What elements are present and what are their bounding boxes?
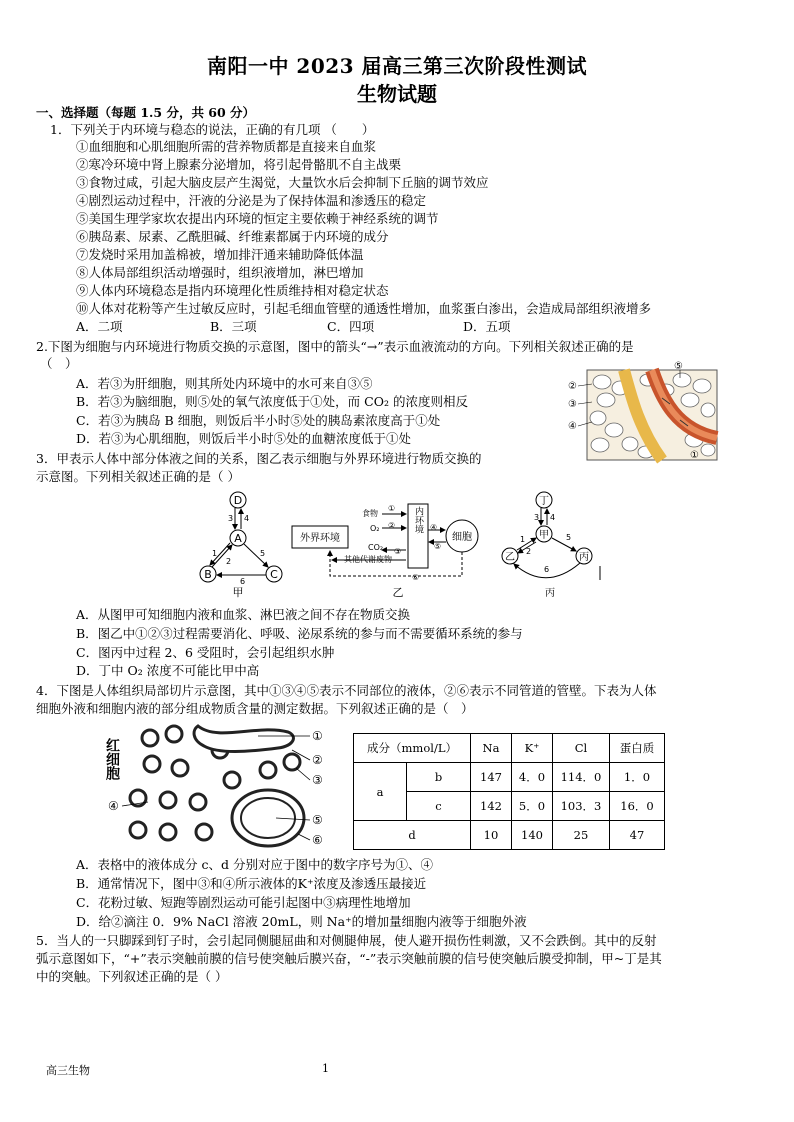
q3-stem-cont: 示意图。下列相关叙述正确的是（ ） — [36, 469, 240, 484]
q2-fig-label: ④ — [568, 421, 577, 432]
q3-jia-num: 4 — [244, 514, 250, 523]
q1-option-d: D．五项 — [463, 319, 511, 334]
q2-fig-label: ② — [568, 381, 577, 392]
q3-figure-yi — [290, 496, 490, 600]
table-cell: 16．0 — [610, 792, 665, 821]
table-row — [354, 821, 665, 850]
q4-fig-num: ③ — [312, 773, 323, 787]
q3-jia-num: 1 — [212, 549, 218, 558]
q2-stem: 2.下图为细胞与内环境进行物质交换的示意图，图中的箭头“→”表示血液流动的方向。下列相关叙述正确的是 — [36, 339, 634, 354]
q4-fig-num: ② — [312, 753, 323, 767]
q4-option-b: B．通常情况下，图中③和④所示液体的K⁺浓度及渗透压最接近 — [76, 876, 427, 891]
q5-stem-cont: 弧示意图如下，“+”表示突触前膜的信号使突触后膜兴奋，“-”表示突触前膜的信号使突触后膜受抑制，甲~丁是其 — [36, 951, 662, 966]
table-cell: 140 — [512, 821, 553, 850]
table-cell: c — [407, 792, 471, 821]
q3-jia-node: B — [204, 568, 212, 581]
q1-item: ⑥胰岛素、尿素、乙酰胆碱、纤维素都属于内环境的成分 — [76, 229, 389, 244]
q4-stem: 4．下图是人体组织局部切片示意图，其中①③④⑤表示不同部位的液体，②⑥表示不同管道的管壁。下表为人体 — [36, 683, 657, 698]
q4-fig-num: ⑥ — [312, 833, 323, 847]
q3-yi-num: ① — [388, 504, 396, 513]
q2-stem-tail: （ ） — [40, 356, 78, 371]
q4-option-c: C．花粉过敏、短跑等剧烈运动可能引起图中③病理性地增加 — [76, 895, 411, 910]
table-cell: 25 — [553, 821, 610, 850]
q3-bing-node: 丙 — [579, 552, 589, 563]
q2-option-a: A．若③为肝细胞，则其所处内环境中的水可来自③⑤ — [76, 376, 373, 391]
q2-tissue-figure — [562, 360, 722, 464]
q3-bing-num: 2 — [526, 547, 532, 556]
q3-jia-num: 6 — [240, 577, 246, 586]
table-cell: 蛋白质 — [610, 734, 665, 763]
page-number: 1 — [322, 1062, 329, 1075]
q1-stem: 1．下列关于内环境与稳态的说法，正确的有几项 （ ） — [50, 122, 375, 137]
q3-option-a: A．从图甲可知细胞内液和血浆、淋巴液之间不存在物质交换 — [76, 607, 411, 622]
q1-item: ②寒冷环境中肾上腺素分泌增加，将引起骨骼肌不自主战栗 — [76, 157, 402, 172]
q1-item: ⑤美国生理学家坎农提出内环境的恒定主要依赖于神经系统的调节 — [76, 211, 439, 226]
exam-subtitle: 生物试题 — [357, 82, 437, 106]
q1-item: ⑨人体内环境稳态是指内环境理化性质维持相对稳定状态 — [76, 283, 389, 298]
exam-title: 南阳一中 2023 届高三第三次阶段性测试 — [206, 54, 588, 78]
table-cell: Na — [471, 734, 512, 763]
q3-bing-num: 5 — [566, 533, 572, 542]
q2-fig-label: ① — [690, 450, 699, 461]
q1-item: ③食物过咸，引起大脑皮层产生渴觉，大量饮水后会抑制下丘脑的调节效应 — [76, 175, 489, 190]
q3-figure-jia — [190, 488, 290, 600]
table-cell: 147 — [471, 763, 512, 792]
q1-item: ④剧烈运动过程中，汗液的分泌是为了保持体温和渗透压的稳定 — [76, 193, 427, 208]
q4-rbc-label: 红细胞 — [104, 738, 120, 780]
table-cell: 10 — [471, 821, 512, 850]
q4-tissue-figure — [104, 720, 334, 850]
q5-stem: 5．当人的一只脚踩到钉子时，会引起同侧腿屈曲和对侧腿伸展，使人避开损伤性刺激，又不会跌倒。其中的反射 — [36, 933, 657, 948]
q5-stem-cont: 中的突触。下列叙述正确的是（ ） — [36, 969, 228, 984]
table-cell: Cl — [553, 734, 610, 763]
footer-subject: 高三生物 — [46, 1064, 90, 1077]
q3-yi-num: ⑥ — [412, 573, 420, 582]
q4-ion-table — [353, 733, 665, 850]
section-heading: 一、选择题（每题 1.5 分，共 60 分） — [36, 105, 256, 120]
q3-yi-co2: CO₂ — [368, 543, 384, 552]
q3-yi-num: ③ — [394, 547, 402, 556]
q3-bing-caption: 丙 — [545, 588, 555, 599]
q4-stem-cont: 细胞外液和细胞内液的部分组成物质含量的测定数据。下列叙述正确的是（ ） — [36, 701, 474, 716]
q3-bing-num: 3 — [534, 513, 540, 522]
q3-jia-num: 3 — [228, 514, 234, 523]
q4-fig-num: ⑤ — [312, 813, 323, 827]
q2-option-c: C．若③为胰岛 B 细胞，则饭后半小时⑤处的胰岛素浓度高于①处 — [76, 413, 441, 428]
q3-bing-node: 丁 — [539, 496, 549, 507]
table-cell: a — [354, 763, 407, 821]
q2-fig-label: ③ — [568, 399, 577, 410]
table-cell: 1．0 — [610, 763, 665, 792]
table-cell: d — [354, 821, 471, 850]
table-cell: 114．0 — [553, 763, 610, 792]
q1-item: ⑩人体对花粉等产生过敏反应时，引起毛细血管壁的通透性增加，血浆蛋白渗出，会造成局部组织液增多 — [76, 301, 652, 316]
q3-jia-node: A — [234, 532, 242, 545]
q4-fig-num: ④ — [108, 799, 119, 813]
table-cell: 4．0 — [512, 763, 553, 792]
q1-item: ⑧人体局部组织活动增强时，组织液增加，淋巴增加 — [76, 265, 364, 280]
q3-option-d: D．丁中 O₂ 浓度不可能比甲中高 — [76, 663, 260, 678]
table-cell: 成分（mmol/L） — [354, 734, 471, 763]
table-row — [354, 734, 665, 763]
q3-yi-food: 食物 — [362, 509, 378, 518]
q3-bing-num: 4 — [550, 513, 556, 522]
table-cell: b — [407, 763, 471, 792]
table-cell: 47 — [610, 821, 665, 850]
q3-option-b: B．图乙中①②③过程需要消化、呼吸、泌尿系统的参与而不需要循环系统的参与 — [76, 626, 523, 641]
q3-option-c: C．图丙中过程 2、6 受阻时，会引起组织水肿 — [76, 645, 335, 660]
q3-figure-bing — [490, 488, 610, 600]
q3-stem: 3．甲表示人体中部分体液之间的关系，图乙表示细胞与外界环境进行物质交换的 — [36, 451, 482, 466]
q1-item: ⑦发烧时采用加盖棉被，增加排汗通来辅助降低体温 — [76, 247, 364, 262]
q3-jia-node: C — [270, 568, 278, 581]
table-cell: K⁺ — [512, 734, 553, 763]
q1-item: ①血细胞和心肌细胞所需的营养物质都是直接来自血浆 — [76, 139, 377, 154]
q3-bing-node: 甲 — [539, 530, 549, 541]
q1-option-c: C．四项 — [327, 319, 375, 334]
q4-option-d: D．给②滴注 0．9% NaCl 溶液 20mL，则 Na⁺的增加量细胞内液等于细胞外液 — [76, 914, 527, 929]
table-row — [354, 763, 665, 792]
q4-fig-num: ① — [312, 729, 323, 743]
q4-option-a: A．表格中的液体成分 c、d 分别对应于图中的数字序号为①、④ — [76, 857, 433, 872]
q3-yi-num: ⑤ — [434, 542, 442, 551]
q3-yi-waste: 其他代谢废物 — [344, 555, 392, 564]
table-cell: 5．0 — [512, 792, 553, 821]
q3-yi-num: ④ — [430, 523, 438, 532]
q3-yi-cell: 细胞 — [452, 532, 472, 543]
q3-jia-caption: 甲 — [232, 586, 244, 599]
q1-option-b: B．三项 — [210, 319, 257, 334]
table-cell: 103．3 — [553, 792, 610, 821]
q3-yi-caption: 乙 — [392, 586, 404, 599]
q2-option-b: B．若③为脑细胞，则⑤处的氧气浓度低于①处，而 CO₂ 的浓度则相反 — [76, 394, 468, 409]
table-cell: 142 — [471, 792, 512, 821]
q3-yi-outer: 外界环境 — [300, 533, 340, 544]
q3-bing-node: 乙 — [505, 552, 515, 563]
q2-fig-label: ⑤ — [674, 361, 683, 372]
q3-jia-num: 2 — [226, 557, 232, 566]
q3-bing-num: 1 — [520, 535, 526, 544]
q3-yi-o2: O₂ — [370, 524, 380, 533]
q1-option-a: A．二项 — [76, 319, 123, 334]
q3-bing-num: 6 — [544, 565, 550, 574]
q3-jia-num: 5 — [260, 549, 266, 558]
q2-option-d: D．若③为心肌细胞，则饭后半小时⑤处的血糖浓度低于①处 — [76, 431, 412, 446]
q3-jia-node: D — [233, 494, 243, 507]
q3-yi-num: ② — [388, 521, 396, 530]
q3-yi-inner: 内环境 — [413, 506, 423, 534]
